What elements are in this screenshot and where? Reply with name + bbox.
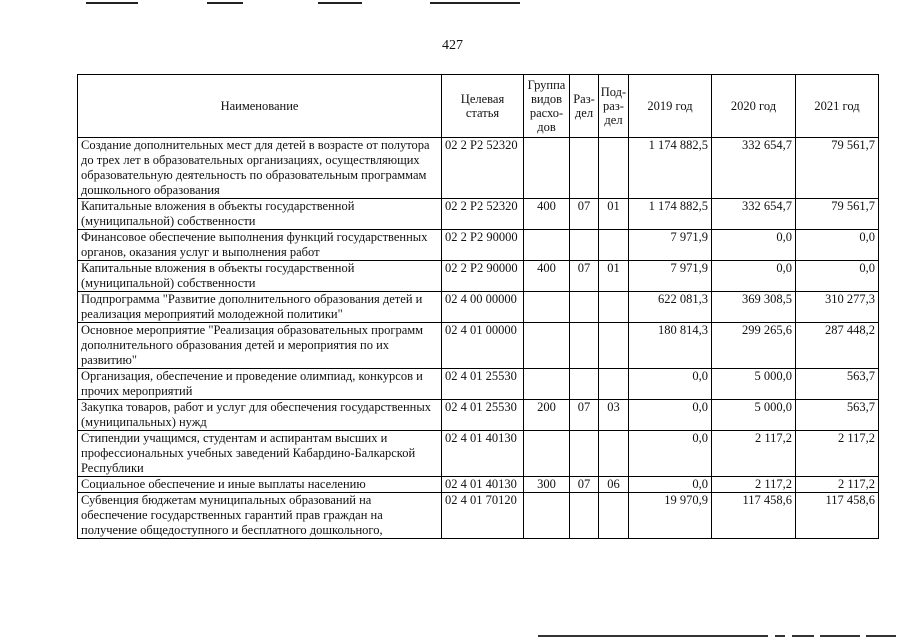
cell-target: 02 2 P2 90000 xyxy=(442,261,524,292)
cell-target: 02 4 01 25530 xyxy=(442,369,524,400)
cell-y2020: 332 654,7 xyxy=(712,138,796,199)
cell-target: 02 4 00 00000 xyxy=(442,292,524,323)
cell-section xyxy=(570,323,599,369)
cell-target: 02 4 01 00000 xyxy=(442,323,524,369)
cell-section xyxy=(570,431,599,477)
cell-section: 07 xyxy=(570,199,599,230)
cell-section xyxy=(570,230,599,261)
cell-y2020: 369 308,5 xyxy=(712,292,796,323)
cell-name: Подпрограмма "Развитие дополнительного образования детей и реализация мероприятий молодежной политики" xyxy=(78,292,442,323)
table-row xyxy=(78,230,879,261)
cell-target: 02 2 P2 90000 xyxy=(442,230,524,261)
cell-group xyxy=(524,292,570,323)
table-row xyxy=(78,477,879,493)
cell-group xyxy=(524,230,570,261)
cell-y2021: 2 117,2 xyxy=(796,431,879,477)
table-body xyxy=(78,138,879,539)
cell-y2021: 79 561,7 xyxy=(796,138,879,199)
cell-y2019: 0,0 xyxy=(629,431,712,477)
cell-y2021: 287 448,2 xyxy=(796,323,879,369)
cell-y2020: 0,0 xyxy=(712,230,796,261)
cell-y2019: 7 971,9 xyxy=(629,230,712,261)
table-row xyxy=(78,493,879,539)
cell-target: 02 4 01 70120 xyxy=(442,493,524,539)
cell-subsection xyxy=(599,431,629,477)
table-row xyxy=(78,431,879,477)
cell-y2021: 563,7 xyxy=(796,400,879,431)
cell-name: Субвенция бюджетам муниципальных образований на обеспечение государственных гарантий прав граждан на получение общедоступного и бесплатного дошкольного, xyxy=(78,493,442,539)
table-row xyxy=(78,369,879,400)
cell-y2019: 0,0 xyxy=(629,477,712,493)
cell-name: Создание дополнительных мест для детей в возрасте от полутора до трех лет в образовательных организациях, осуществляющих образовательную деятельность по образовательным программам дошкольного образования xyxy=(78,138,442,199)
cell-y2019: 0,0 xyxy=(629,400,712,431)
cell-subsection: 01 xyxy=(599,261,629,292)
cell-subsection xyxy=(599,230,629,261)
cell-y2019: 1 174 882,5 xyxy=(629,138,712,199)
header-group: Группа видов расхо-дов xyxy=(524,75,570,138)
table-row xyxy=(78,199,879,230)
table-row xyxy=(78,323,879,369)
cell-group: 400 xyxy=(524,199,570,230)
cell-target: 02 2 P2 52320 xyxy=(442,138,524,199)
cell-name: Организация, обеспечение и проведение олимпиад, конкурсов и прочих мероприятий xyxy=(78,369,442,400)
cell-y2020: 299 265,6 xyxy=(712,323,796,369)
cell-section: 07 xyxy=(570,477,599,493)
header-2021: 2021 год xyxy=(796,75,879,138)
cell-y2021: 310 277,3 xyxy=(796,292,879,323)
cell-section xyxy=(570,138,599,199)
budget-table xyxy=(77,74,879,539)
table-row xyxy=(78,138,879,199)
cell-y2020: 2 117,2 xyxy=(712,431,796,477)
cell-target: 02 4 01 40130 xyxy=(442,477,524,493)
cell-name: Стипендии учащимся, студентам и аспирантам высших и профессиональных учебных заведений Кабардино-Балкарской Республики xyxy=(78,431,442,477)
header-target: Целевая статья xyxy=(442,75,524,138)
cell-target: 02 4 01 40130 xyxy=(442,431,524,477)
header-2020: 2020 год xyxy=(712,75,796,138)
cell-name: Капитальные вложения в объекты государственной (муниципальной) собственности xyxy=(78,261,442,292)
cell-subsection xyxy=(599,292,629,323)
cell-group: 300 xyxy=(524,477,570,493)
cell-target: 02 4 01 25530 xyxy=(442,400,524,431)
table-row xyxy=(78,261,879,292)
header-section: Раз-дел xyxy=(570,75,599,138)
cell-subsection xyxy=(599,493,629,539)
cell-target: 02 2 P2 52320 xyxy=(442,199,524,230)
cell-y2019: 7 971,9 xyxy=(629,261,712,292)
cell-y2020: 117 458,6 xyxy=(712,493,796,539)
cell-name: Основное мероприятие "Реализация образовательных программ дополнительного образования детей и мероприятия по их развитию" xyxy=(78,323,442,369)
header-name: Наименование xyxy=(78,75,442,138)
cell-subsection xyxy=(599,323,629,369)
cell-y2019: 0,0 xyxy=(629,369,712,400)
scan-top-marks xyxy=(0,0,905,8)
cell-group: 400 xyxy=(524,261,570,292)
cell-group xyxy=(524,369,570,400)
cell-y2021: 563,7 xyxy=(796,369,879,400)
table-header xyxy=(78,75,879,138)
cell-name: Финансовое обеспечение выполнения функций государственных органов, оказания услуг и выполнения работ xyxy=(78,230,442,261)
cell-group xyxy=(524,431,570,477)
cell-y2020: 332 654,7 xyxy=(712,199,796,230)
header-subsection: Под-раз-дел xyxy=(599,75,629,138)
header-2019: 2019 год xyxy=(629,75,712,138)
cell-name: Капитальные вложения в объекты государственной (муниципальной) собственности xyxy=(78,199,442,230)
cell-section xyxy=(570,493,599,539)
cell-name: Социальное обеспечение и иные выплаты населению xyxy=(78,477,442,493)
cell-group: 200 xyxy=(524,400,570,431)
table-row xyxy=(78,292,879,323)
cell-section: 07 xyxy=(570,261,599,292)
cell-y2019: 622 081,3 xyxy=(629,292,712,323)
cell-subsection xyxy=(599,138,629,199)
cell-group xyxy=(524,493,570,539)
cell-y2021: 79 561,7 xyxy=(796,199,879,230)
cell-subsection: 06 xyxy=(599,477,629,493)
table-row xyxy=(78,400,879,431)
cell-subsection xyxy=(599,369,629,400)
cell-y2019: 180 814,3 xyxy=(629,323,712,369)
cell-y2020: 2 117,2 xyxy=(712,477,796,493)
cell-section xyxy=(570,292,599,323)
cell-y2021: 2 117,2 xyxy=(796,477,879,493)
cell-y2019: 1 174 882,5 xyxy=(629,199,712,230)
cell-subsection: 03 xyxy=(599,400,629,431)
cell-subsection: 01 xyxy=(599,199,629,230)
cell-section xyxy=(570,369,599,400)
cell-y2021: 0,0 xyxy=(796,230,879,261)
cell-y2019: 19 970,9 xyxy=(629,493,712,539)
scan-bottom-marks xyxy=(0,630,905,640)
cell-y2020: 5 000,0 xyxy=(712,369,796,400)
cell-y2021: 0,0 xyxy=(796,261,879,292)
cell-name: Закупка товаров, работ и услуг для обеспечения государственных (муниципальных) нужд xyxy=(78,400,442,431)
cell-section: 07 xyxy=(570,400,599,431)
cell-y2020: 5 000,0 xyxy=(712,400,796,431)
cell-y2020: 0,0 xyxy=(712,261,796,292)
cell-group xyxy=(524,138,570,199)
page-number: 427 xyxy=(442,38,463,53)
cell-group xyxy=(524,323,570,369)
cell-y2021: 117 458,6 xyxy=(796,493,879,539)
